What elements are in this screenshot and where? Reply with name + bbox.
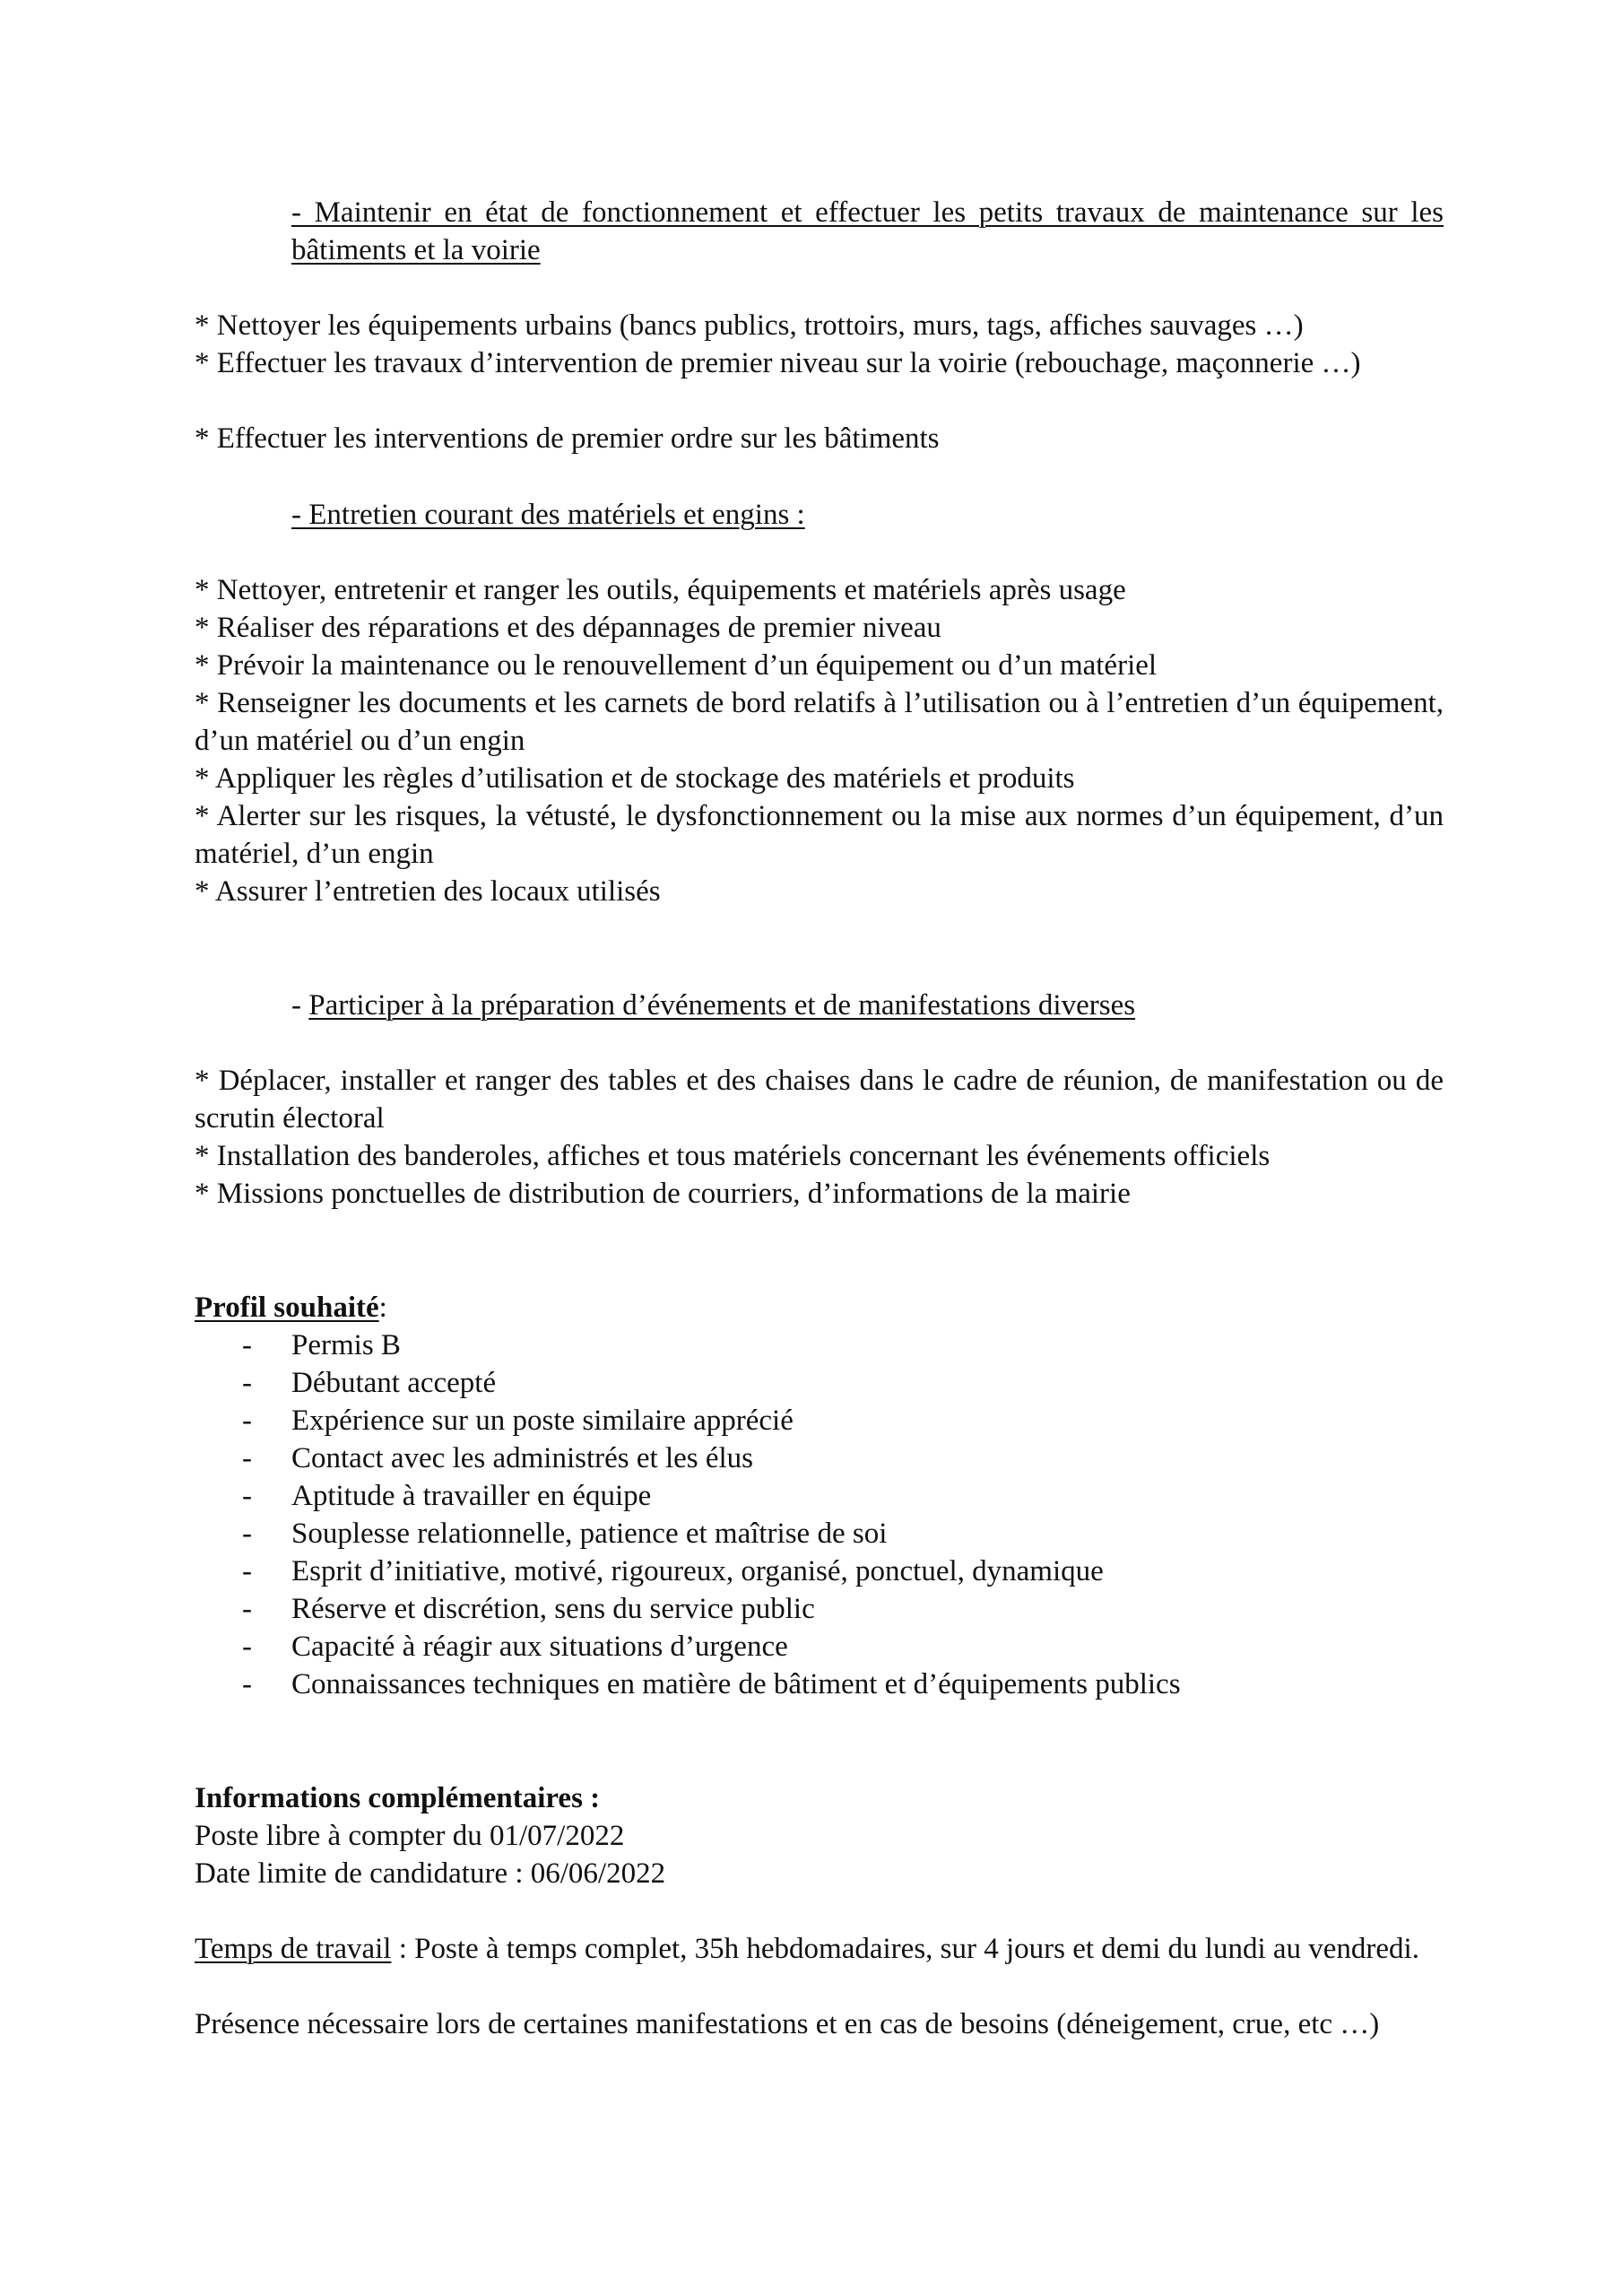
section3-item: * Déplacer, installer et ranger des tables et des chaises dans le cadre de réunion, de manifestation ou de scrutin électoral xyxy=(195,1065,1444,1135)
infos-deadline: Date limite de candidature : 06/06/2022 xyxy=(195,1857,666,1890)
profil-list-item: - Esprit d’initiative, motivé, rigoureux, organisé, ponctuel, dynamique xyxy=(242,1555,1104,1587)
section3-item: * Missions ponctuelles de distribution de courriers, d’informations de la mairie xyxy=(195,1178,1131,1210)
profil-title: Profil souhaité: xyxy=(195,1292,387,1324)
profil-list-item: - Réserve et discrétion, sens du service public xyxy=(242,1593,815,1625)
section2-item: * Appliquer les règles d’utilisation et de stockage des matériels et produits xyxy=(195,762,1075,795)
section3-heading: - Participer à la préparation d’événements et de manifestations diverses xyxy=(291,989,1136,1022)
profil-list-item: - Permis B xyxy=(242,1329,401,1361)
section3-item: * Installation des banderoles, affiches et tous matériels concernant les événements officiels xyxy=(195,1140,1271,1172)
section2-item: * Prévoir la maintenance ou le renouvellement d’un équipement ou d’un matériel xyxy=(195,649,1158,682)
profil-list-item: - Aptitude à travailler en équipe xyxy=(242,1480,652,1512)
section1-item: * Effectuer les interventions de premier ordre sur les bâtiments xyxy=(195,422,940,455)
section2-item: * Renseigner les documents et les carnets de bord relatifs à l’utilisation ou à l’entretien d’un équipement, d’un matériel ou d’un engin xyxy=(195,687,1444,757)
profil-list-item: - Expérience sur un poste similaire apprécié xyxy=(242,1405,794,1437)
infos-temps-de-travail: Temps de travail : Poste à temps complet, 35h hebdomadaires, sur 4 jours et demi du lundi au vendredi. xyxy=(195,1933,1419,1965)
infos-presence: Présence nécessaire lors de certaines manifestations et en cas de besoins (déneigement, crue, etc …) xyxy=(195,2008,1380,2040)
section2-item: * Réaliser des réparations et des dépannages de premier niveau xyxy=(195,612,941,644)
section1-heading: - Maintenir en état de fonctionnement et effectuer les petits travaux de maintenance sur les bâtiments et la voirie xyxy=(291,196,1444,266)
profil-list-item: - Débutant accepté xyxy=(242,1367,497,1399)
section2-item: * Nettoyer, entretenir et ranger les outils, équipements et matériels après usage xyxy=(195,574,1126,606)
section2-heading: - Entretien courant des matériels et engins : xyxy=(291,499,805,531)
profil-list-item: - Capacité à réagir aux situations d’urgence xyxy=(242,1631,788,1663)
infos-title: Informations complémentaires : xyxy=(195,1782,601,1814)
section1-item: * Nettoyer les équipements urbains (bancs publics, trottoirs, murs, tags, affiches sauvages …) xyxy=(195,309,1304,342)
profil-list xyxy=(195,1326,1444,1703)
section2-item: * Assurer l’entretien des locaux utilisés xyxy=(195,875,661,908)
profil-list-item: - Contact avec les administrés et les élus xyxy=(242,1442,754,1474)
section1-item: * Effectuer les travaux d’intervention de premier niveau sur la voirie (rebouchage, maçonnerie …) xyxy=(195,347,1361,379)
profil-list-item: - Connaissances techniques en matière de bâtiment et d’équipements publics xyxy=(242,1668,1181,1700)
section2-item: * Alerter sur les risques, la vétusté, le dysfonctionnement ou la mise aux normes d’un équipement, d’un matériel, d’un engin xyxy=(195,800,1444,870)
profil-list-item: - Souplesse relationnelle, patience et maîtrise de soi xyxy=(242,1518,888,1550)
infos-start-date: Poste libre à compter du 01/07/2022 xyxy=(195,1820,625,1852)
